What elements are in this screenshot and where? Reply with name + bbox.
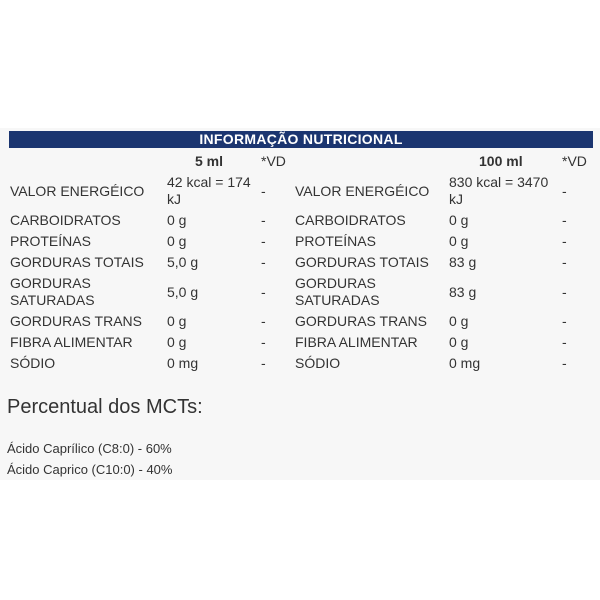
mct-item: Ácido Caprico (C10:0) - 40% [7,462,173,477]
nutrient-vd: - [261,355,266,371]
nutrient-value: 830 kcal = 3470 kJ [449,174,549,207]
table-row [0,252,290,273]
nutrient-value: 0 g [449,212,469,228]
table-row [294,273,600,311]
table-row [0,172,290,210]
table-row [0,273,290,311]
table-row [0,332,290,353]
nutrient-name: GORDURAS TRANS [10,313,142,329]
nutrient-name: FIBRA ALIMENTAR [295,334,418,350]
quantity-header: 100 ml [479,152,523,169]
table-row [294,172,600,210]
vd-header: *VD [261,152,286,169]
nutrient-vd: - [261,233,266,249]
table-row [294,311,600,332]
nutrient-vd: - [562,233,567,249]
nutrient-value: 83 g [449,254,477,270]
nutrient-value: 0 mg [167,355,199,371]
nutrient-vd: - [261,283,266,300]
nutrient-value: 0 g [449,233,469,249]
nutrient-vd: - [562,182,567,199]
table-row [0,311,290,332]
table-right-100ml [294,150,600,374]
nutrient-name: PROTEÍNAS [295,233,376,249]
nutrient-name: CARBOIDRATOS [295,212,406,228]
nutrient-value: 42 kcal = 174 kJ [167,174,251,207]
table-row [294,210,600,231]
nutrient-name: CARBOIDRATOS [10,212,121,228]
nutrient-vd: - [261,212,266,228]
vd-header: *VD [562,152,587,169]
nutrient-vd: - [261,182,266,199]
table-row [294,353,600,374]
nutrient-name: FIBRA ALIMENTAR [10,334,133,350]
nutrient-value: 0 g [167,212,187,228]
nutrient-vd: - [562,334,567,350]
quantity-header: 5 ml [195,152,224,169]
nutrient-value: 83 g [449,283,477,300]
mct-title: Percentual dos MCTs: [7,396,203,418]
nutrient-name: SÓDIO [295,355,341,371]
table-row [0,231,290,252]
nutrient-name: PROTEÍNAS [10,233,91,249]
nutrient-vd: - [562,313,567,329]
table-title: INFORMAÇÃO NUTRICIONAL [9,131,593,148]
nutrient-name: GORDURAS TOTAIS [10,254,144,270]
nutrient-value: 5,0 g [167,283,199,300]
nutrient-value: 5,0 g [167,254,199,270]
table-row [294,332,600,353]
table-row [294,252,600,273]
mct-item: Ácido Caprílico (C8:0) - 60% [7,441,172,456]
nutrient-vd: - [261,254,266,270]
nutrient-value: 0 g [449,334,469,350]
nutrient-vd: - [261,313,266,329]
nutrient-name: VALOR ENERGÉICO [10,182,145,199]
table-row [0,353,290,374]
nutrient-value: 0 mg [449,355,481,371]
nutrient-value: 0 g [167,313,187,329]
nutrient-name: GORDURAS TOTAIS [295,254,429,270]
table-header-row [0,150,290,172]
nutrient-name: GORDURAS SATURADAS [295,275,380,308]
nutrient-value: 0 g [167,233,187,249]
nutrient-value: 0 g [449,313,469,329]
table-row [0,210,290,231]
table-header-row [294,150,600,172]
nutrient-name: VALOR ENERGÉICO [295,182,430,199]
nutrient-value: 0 g [167,334,187,350]
nutrient-vd: - [261,334,266,350]
nutrient-name: GORDURAS SATURADAS [10,275,95,308]
nutrient-name: SÓDIO [10,355,56,371]
table-left-5ml [0,150,290,374]
nutrient-vd: - [562,355,567,371]
nutrient-vd: - [562,283,567,300]
table-row [294,231,600,252]
nutrient-name: GORDURAS TRANS [295,313,427,329]
nutrient-vd: - [562,254,567,270]
nutrient-vd: - [562,212,567,228]
